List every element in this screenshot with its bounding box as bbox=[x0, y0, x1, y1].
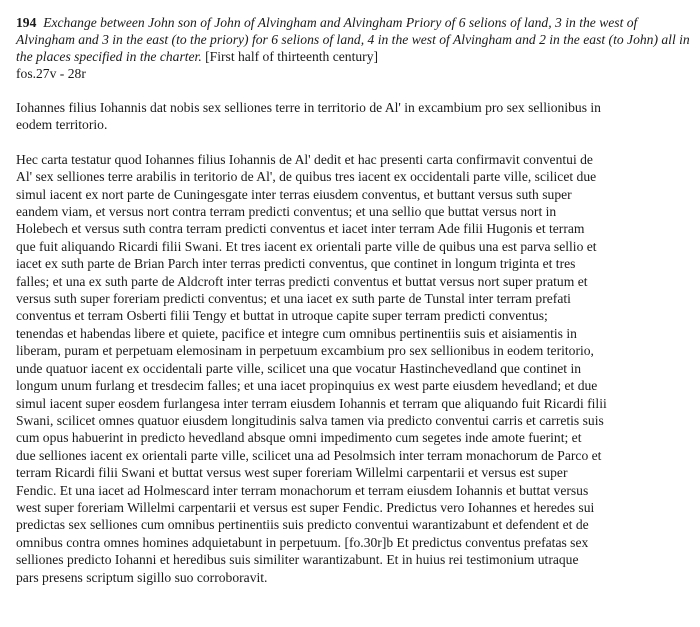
charter-line: Fendic. Et una iacet ad Holmescard inter terram monachorum et terram eiusdem Iohannis et buttat versus bbox=[16, 482, 589, 498]
charter-line: longum unum furlang et tresdecim falles; et una iacet propinquius ex west parte eiusdem hevedland; et due bbox=[16, 378, 598, 394]
entry-header-line-3 bbox=[16, 48, 684, 65]
charter-line: predictas sex selliones cum omnibus pertinentiis suis predicto conventui warantizabunt et defendent et de bbox=[16, 517, 589, 533]
charter-line: Hec carta testatur quod Iohannes filius Iohannis de Al' dedit et hac presenti carta confirmavit conventui de bbox=[16, 151, 593, 167]
charter-line: Al' sex selliones terre arabilis in teritorio de Al', de quibus tres iacent ex occidentali parte ville, scilicet due bbox=[16, 169, 597, 185]
charter-line: selliones predicto Iohanni et heredibus suis similiter warantizabunt. Et in huius rei testimonium utraque bbox=[16, 552, 579, 568]
entry-date-note: [First half of thirteenth century] bbox=[205, 49, 379, 64]
charter-line: due selliones iacent ex orientali parte ville, scilicet una ad Pesolmsich inter terram monachorum de Parco et bbox=[16, 447, 602, 463]
charter-line: que fuit aliquando Ricardi filii Swani. Et tres iacent ex orientali parte ville de quibus una est parva sellio et bbox=[16, 238, 597, 254]
summary-line: eodem territorio. bbox=[16, 117, 108, 133]
charter-line: simul iacent ex nort parte de Cuningesgate inter terras eiusdem conventus, et buttant versus suth super bbox=[16, 186, 572, 202]
charter-line: liberam, puram et perpetuam elemosinam in perpetuum excambium pro sex sellionibus in eodem teritorio, bbox=[16, 343, 594, 359]
charter-line: versus suth super foreriam predicti conventus; et una iacet ex suth parte de Tunstal inter terram prefati bbox=[16, 291, 571, 307]
charter-line: simul iacent super eosdem furlangesa inter terram eiusdem Iohannis et terram que aliquando fuit Ricardi filii bbox=[16, 395, 607, 411]
folio-reference: fos.27v - 28r bbox=[16, 66, 86, 81]
charter-paragraph bbox=[16, 151, 684, 586]
charter-line: iacet ex suth parte de Brian Parch inter terras predicti conventus, que continet in longum triginta et tres bbox=[16, 256, 576, 272]
charter-line: eandem viam, et versus nort contra terram predicti conventus; et una sellio que buttat versus nort in bbox=[16, 204, 557, 220]
charter-line: falles; et una ex suth parte de Aldcroft inter terras predicti conventus et buttat versus nort super pratum et bbox=[16, 273, 588, 289]
entry-title-line: the places specified in the charter. bbox=[16, 49, 202, 64]
charter-line: tenendas et habendas libere et quiete, pacifice et integre cum omnibus pertinentiis suis et aisiamentis in bbox=[16, 325, 577, 341]
charter-line: omnibus contra omnes homines adquietabunt in perpetuum. [fo.30r]b Et predictus conventus prefatas sex bbox=[16, 534, 589, 550]
summary-paragraph bbox=[16, 99, 684, 134]
entry-header bbox=[16, 14, 690, 65]
charter-line: terram Ricardi filii Swani et buttat versus west super foreriam Willelmi carpentarii et versus est super bbox=[16, 465, 568, 481]
entry-number: 194 bbox=[16, 15, 37, 30]
entry-title-line: Alvingham and 3 in the east (to the priory) for 6 selions of land, 4 in the west of Alvingham and 2 in the east (to John) all in bbox=[16, 32, 690, 47]
charter-line: Holebech et versus suth contra terram predicti conventus et iacet inter terram Ade filii Hugonis et terram bbox=[16, 221, 585, 237]
summary-line: Iohannes filius Iohannis dat nobis sex selliones terre in territorio de Al' in excambium pro sex sellionibus in bbox=[16, 100, 601, 115]
charter-line: conventus et terram Osberti filii Tengy et buttat in utroque capite super terram predicti conventus; bbox=[16, 308, 548, 324]
charter-line: pars presens scriptum sigillo suo corroboravit. bbox=[16, 569, 268, 585]
charter-line: Swani, scilicet omnes quatuor eiusdem longitudinis salva tamen via predicto conventui carris et carretis suis bbox=[16, 412, 604, 428]
charter-line: west super foreriam Willelmi carpentarii et versus est super Fendic. Predictus vero Iohannes et heredes sui bbox=[16, 499, 595, 515]
charter-line: unde quatuor iacent ex occidentali parte ville, scilicet una que vocatur Hastinchevedland que continet in bbox=[16, 360, 582, 376]
entry-title-line: Exchange between John son of John of Alvingham and Alvingham Priory of 6 selions of land, 3 in the west of bbox=[43, 15, 638, 30]
charter-line: cum opus habuerint in predicto hevedland absque omni impedimento cum segetes inde amote fuerint; et bbox=[16, 430, 582, 446]
entry-header-line-1 bbox=[16, 14, 684, 31]
